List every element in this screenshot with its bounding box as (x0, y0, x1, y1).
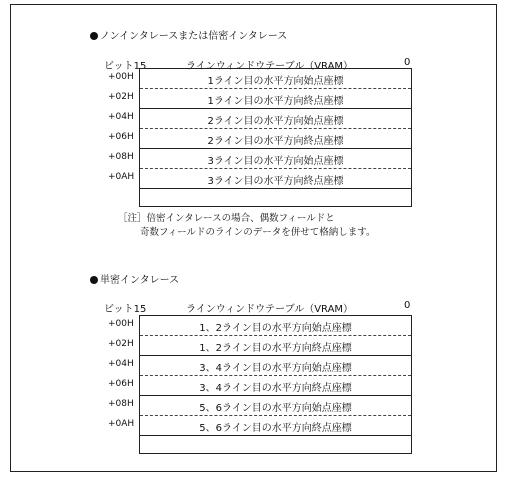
table-cell: 1、2ライン目の水平方向始点座標 (199, 323, 352, 334)
section2-table-title: ラインウィンドウテーブル（VRAM） (186, 304, 354, 315)
section2-bit0-label: 0 (404, 300, 411, 311)
table-row (140, 149, 411, 169)
table-cell: 3、4ライン目の水平方向終点座標 (199, 383, 352, 394)
table-cell: 5、6ライン目の水平方向終点座標 (199, 423, 352, 434)
note-line-1: ［注］倍密インタレースの場合、偶数フィールドと (118, 213, 335, 224)
offset-label: +08H (108, 152, 134, 162)
section1-heading-text: ノンインタレースまたは倍密インタレース (100, 31, 288, 42)
table-cell: 1、2ライン目の水平方向終点座標 (199, 343, 352, 354)
table-row (140, 169, 411, 189)
table-row-empty (140, 436, 411, 453)
offset-label: +04H (108, 359, 134, 369)
section1-table-title: ラインウィンドウテーブル（VRAM） (186, 61, 354, 72)
offset-label: +08H (108, 399, 134, 409)
offset-label: +0AH (108, 419, 135, 429)
section2-heading-text: 単密インタレース (100, 275, 180, 286)
offset-label: +06H (108, 379, 134, 389)
table-cell: 1ライン目の水平方向終点座標 (207, 96, 344, 107)
table-row (140, 416, 411, 436)
table-cell: 3ライン目の水平方向終点座標 (207, 176, 344, 187)
section2-table (139, 315, 412, 454)
table-row (140, 316, 411, 336)
table-row (140, 396, 411, 416)
section2-bit15-label: ビット15 (104, 304, 147, 315)
table-cell: 5、6ライン目の水平方向始点座標 (199, 403, 352, 414)
table-row (140, 89, 411, 109)
table-row (140, 109, 411, 129)
offset-label: +06H (108, 132, 134, 142)
table-cell: 2ライン目の水平方向終点座標 (207, 136, 344, 147)
table-cell: 1ライン目の水平方向始点座標 (207, 76, 344, 87)
offset-label: +02H (108, 92, 134, 102)
section2-heading (90, 271, 179, 286)
table-row (140, 336, 411, 356)
bullet-icon (90, 276, 98, 284)
note-line-2: 奇数フィールドのラインのデータを併せて格納します。 (140, 227, 376, 238)
table-row (140, 376, 411, 396)
offset-label: +00H (108, 319, 134, 329)
offset-label: +0AH (108, 172, 135, 182)
section1-table (139, 68, 412, 207)
table-row (140, 129, 411, 149)
table-row (140, 356, 411, 376)
bullet-icon (90, 32, 98, 40)
section1-heading (90, 27, 287, 42)
table-row-empty (140, 189, 411, 206)
section1-bit0-label: 0 (404, 57, 411, 68)
offset-label: +00H (108, 72, 134, 82)
table-cell: 2ライン目の水平方向始点座標 (207, 116, 344, 127)
table-cell: 3ライン目の水平方向始点座標 (207, 156, 344, 167)
offset-label: +02H (108, 339, 134, 349)
table-cell: 3、4ライン目の水平方向始点座標 (199, 363, 352, 374)
table-row (140, 69, 411, 89)
section1-bit15-label: ビット15 (104, 61, 147, 72)
offset-label: +04H (108, 112, 134, 122)
